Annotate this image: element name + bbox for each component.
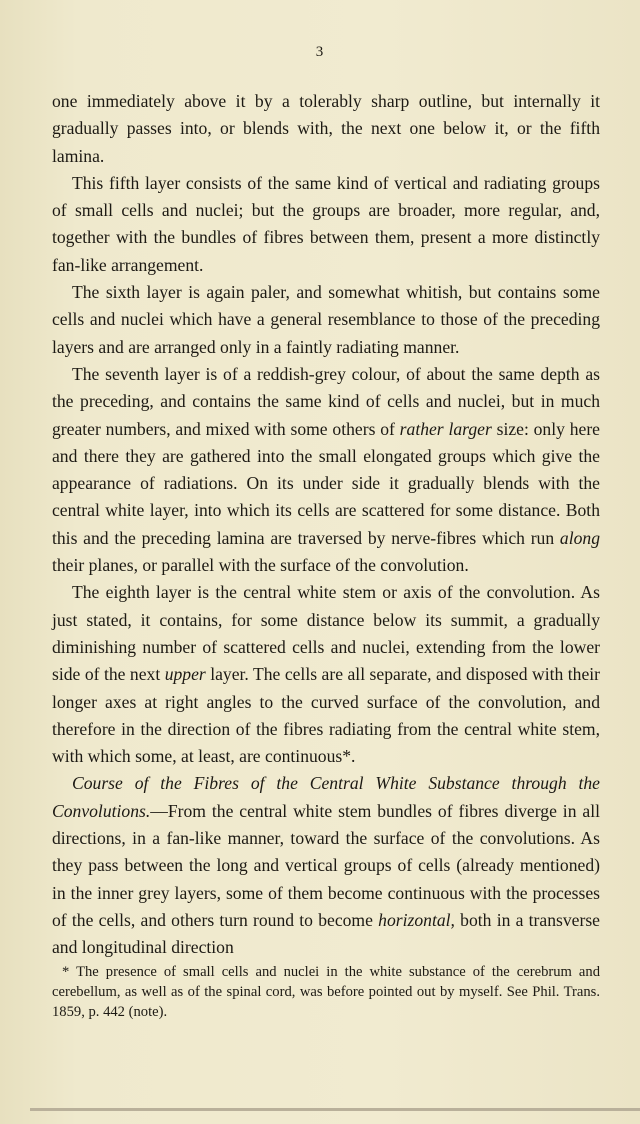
paragraph-2: This fifth layer consists of the same kind of vertical and radiating groups of small cells and nuclei; but the groups are broader, more regular, and, together with the bundles of fibres between them, present a more distinctly fan-like arrangement. — [52, 172, 600, 275]
page-number: 3 — [315, 44, 325, 60]
paragraph-3: The sixth layer is again paler, and somewhat whitish, but contains some cells and nuclei which have a general resemblance to those of the preceding layers and are arranged only in a faintly radiating manner. — [52, 282, 600, 357]
paragraph-4: The seventh layer is of a reddish-grey colour, of about the same depth as the preceding, and contains the same kind of cells and nuclei, but in much greater numbers, and mixed with some others of rather larger size: only here and there they are gathered into the small elongated groups which give the appearance of radiations. On its under side it gradually blends with the central white layer, into which its cells are scattered for some distance. Both this and the preceding lamina are traversed by nerve-fibres which run along their planes, or parallel with the surface of the convolution. — [52, 363, 600, 576]
body-text — [52, 88, 600, 962]
emphasis-along: along — [559, 527, 600, 548]
emphasis-horizontal: horizontal, — [378, 909, 455, 930]
footnote: * The presence of small cells and nuclei in the white substance of the cerebrum and cerebellum, as well as of the spinal cord, was before pointed out by myself. See Phil. Trans. 1859, p. 442 (note). — [52, 964, 600, 1020]
emphasis-rather-larger: rather larger — [399, 418, 492, 439]
paragraph-1: one immediately above it by a tolerably sharp outline, but internally it gradually passes into, or blends with, the next one below it, or the fifth lamina. — [52, 91, 600, 166]
page-bottom-edge — [30, 1108, 640, 1111]
paragraph-5: The eighth layer is the central white stem or axis of the convolution. As just stated, it contains, for some distance below its summit, a gradually diminishing number of scattered cells and nuclei, extending from the lower side of the next upper layer. The cells are all separate, and disposed with their longer axes at right angles to the curved surface of the convolution, and therefore in the direction of the fibres radiating from the central white stem, with which some, at least, are continuous*. — [52, 582, 601, 767]
section-heading: Course of the Fibres of the Central White Substance through the Convolutions. — [52, 773, 600, 821]
emphasis-upper: upper — [164, 664, 206, 685]
paragraph-6: Course of the Fibres of the Central White Substance through the Convolutions.—From the central white stem bundles of fibres diverge in all directions, in a fan-like manner, toward the surface of the convolutions. As they pass between the long and vertical groups of cells (already mentioned) in the inner grey layers, some of them become continuous with the processes of the cells, and others turn round to become horizontal, both in a transverse and longitudinal direction — [52, 773, 600, 958]
